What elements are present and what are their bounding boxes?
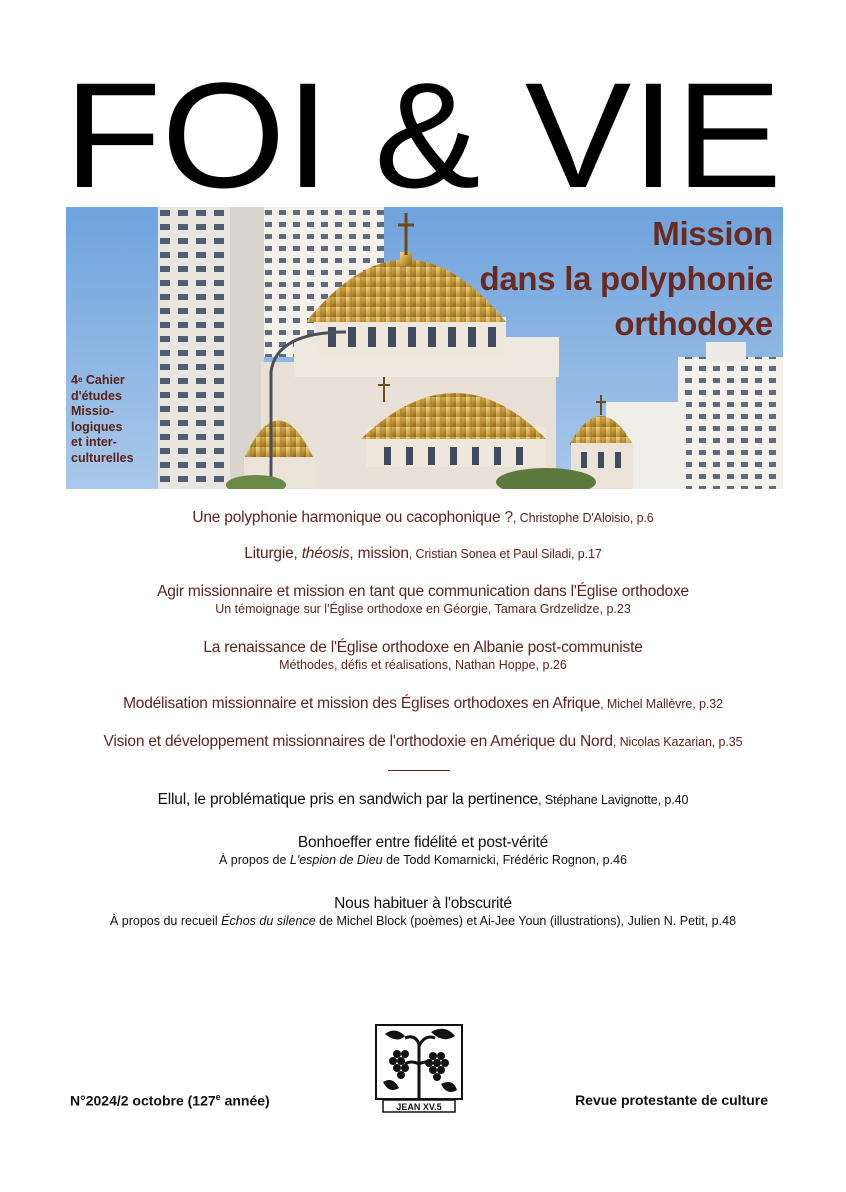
article-title: Ellul, le problématique pris en sandwich par la pertinence <box>157 791 539 808</box>
issue-text: N°2024/2 octobre (127 <box>70 1092 216 1109</box>
article-entry <box>0 791 846 809</box>
book-title: Échos du silence <box>221 914 316 928</box>
toc-title: Liturgie, <box>244 545 302 562</box>
toc-title: Modélisation missionnaire et mission des Églises orthodoxes en Afrique <box>123 695 601 712</box>
cahier-number: 4 <box>71 373 78 387</box>
toc-title: Une polyphonie harmonique ou cacophonique ? <box>192 509 513 526</box>
toc-author: , Cristian Sonea et Paul Siladi, p.17 <box>408 547 602 561</box>
toc-entry <box>0 733 846 751</box>
grapevine-emblem-icon <box>375 1024 463 1114</box>
magazine-tagline: Revue protestante de culture <box>575 1092 768 1108</box>
toc-title: , mission <box>349 545 409 562</box>
toc-entry <box>0 509 846 527</box>
magazine-masthead <box>62 52 784 202</box>
toc-author: , Michel Mallèvre, p.32 <box>600 697 723 711</box>
toc-subtitle: Un témoignage sur l'Église orthodoxe en Géorgie, Tamara Grdzelidze, p.23 <box>215 602 631 616</box>
cahier-line: logiques <box>71 419 123 434</box>
toc-entry <box>0 695 846 713</box>
cahier-line: et inter- <box>71 435 117 449</box>
toc-entry <box>0 545 846 563</box>
toc-author: , Nicolas Kazarian, p.35 <box>612 735 743 749</box>
cahier-label <box>71 373 134 466</box>
cover-title-line: orthodoxe <box>614 305 773 342</box>
emblem-label: JEAN XV.5 <box>396 1102 442 1112</box>
cahier-line: Missio- <box>71 404 115 418</box>
toc-title: Vision et développement missionnaires de l'orthodoxie en Amérique du Nord <box>103 733 613 750</box>
book-title: L'espion de Dieu <box>289 853 383 867</box>
article-title: Nous habituer à l'obscurité <box>334 895 512 912</box>
article-subtitle <box>0 853 846 867</box>
toc-title-italic: théosis <box>301 545 350 562</box>
cover-title-line: Mission <box>652 215 773 252</box>
issue-text: année) <box>220 1092 270 1109</box>
article-entry <box>0 834 846 867</box>
toc-entry <box>0 639 846 672</box>
section-divider <box>388 770 450 771</box>
article-author: , Stéphane Lavignotte, p.40 <box>538 793 689 807</box>
toc-subtitle: Méthodes, défis et réalisations, Nathan Hoppe, p.26 <box>279 658 567 672</box>
subtitle-text: À propos du recueil <box>109 914 222 928</box>
toc-author: , Christophe D'Aloisio, p.6 <box>512 511 654 525</box>
cahier-sup: e <box>77 375 83 384</box>
cahier-word: Cahier <box>82 373 125 387</box>
issue-number <box>70 1092 270 1109</box>
article-subtitle <box>0 914 846 928</box>
cover-theme-title <box>480 211 773 346</box>
subtitle-text: de Todd Komarnicki, Frédéric Rognon, p.46 <box>382 853 627 867</box>
subtitle-text: de Michel Block (poèmes) et Ai-Jee Youn (illustrations), Julien N. Petit, p.48 <box>315 914 737 928</box>
cahier-line: culturelles <box>71 450 134 465</box>
cahier-line: d'études <box>71 388 122 403</box>
toc-entry <box>0 583 846 616</box>
cover-title-line: dans la polyphonie <box>479 260 773 297</box>
subtitle-text: À propos de <box>219 853 290 867</box>
masthead-title: FOI & VIE <box>64 52 782 202</box>
toc-title: Agir missionnaire et mission en tant que communication dans l'Église orthodoxe <box>157 583 689 600</box>
article-entry <box>0 895 846 928</box>
cover-photo <box>66 207 783 489</box>
article-title: Bonhoeffer entre fidélité et post-vérité <box>297 834 549 851</box>
issue-sup: e <box>215 1092 221 1102</box>
toc-title: La renaissance de l'Église orthodoxe en Albanie post-communiste <box>203 639 643 656</box>
